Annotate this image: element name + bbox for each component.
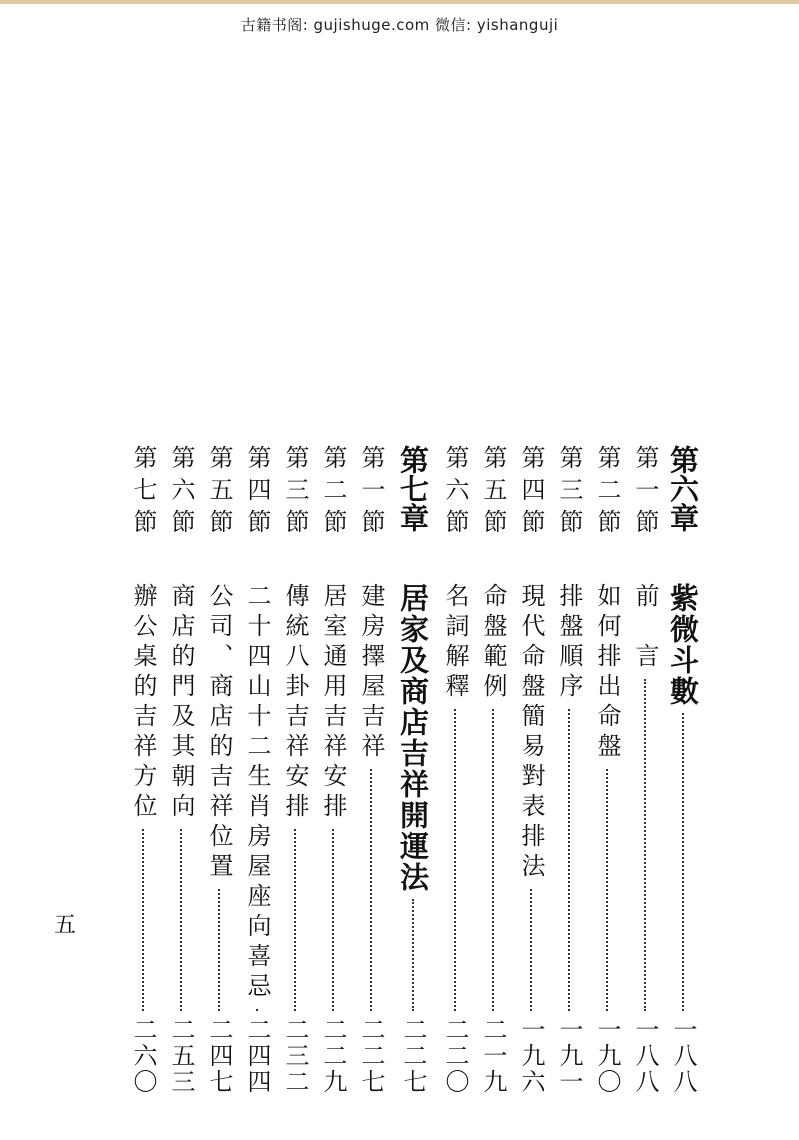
toc-title: 名詞解釋 — [441, 583, 469, 703]
toc-label: 第三節 — [555, 445, 583, 541]
toc-label: 第六章 — [666, 445, 700, 532]
toc-leader-dots — [142, 829, 144, 1011]
toc-title: 傳統八卦吉祥安排 — [281, 583, 309, 823]
toc-label: 第六節 — [167, 445, 195, 541]
toc-label: 第六節 — [441, 445, 469, 541]
toc-leader-dots — [218, 889, 220, 1011]
toc-leader-dots — [180, 829, 182, 1011]
toc-leader-dots — [256, 1009, 258, 1011]
toc-title: 紫微斗數 — [666, 583, 700, 707]
toc-page: 二二七 — [399, 1017, 427, 1095]
toc-section — [476, 445, 510, 1095]
toc-label: 第二節 — [593, 445, 621, 541]
toc-section — [628, 445, 662, 1095]
toc-section — [354, 445, 388, 1095]
toc-title: 居家及商店吉祥開運法 — [396, 583, 430, 893]
toc-title: 居室通用吉祥安排 — [319, 583, 347, 823]
watermark-text: 古籍书阁: gujishuge.com 微信: yishanguji — [240, 16, 559, 34]
toc-section — [438, 445, 472, 1095]
toc-leader-dots — [568, 709, 570, 1011]
toc-section — [202, 445, 236, 1095]
toc-section — [514, 445, 548, 1095]
toc-label: 第五節 — [205, 445, 233, 541]
toc-label: 第四節 — [243, 445, 271, 541]
toc-page: 一八八 — [631, 1017, 659, 1095]
toc-label: 第七節 — [129, 445, 157, 541]
toc-label: 第七章 — [396, 445, 430, 532]
toc-leader-dots — [492, 709, 494, 1011]
toc-label: 第一節 — [631, 445, 659, 541]
toc-title: 前 言 — [631, 583, 659, 673]
toc-title: 建房擇屋吉祥 — [357, 583, 385, 763]
toc-leader-dots — [412, 899, 414, 1011]
toc-page: 二二九 — [319, 1017, 347, 1095]
toc-page: 二二七 — [357, 1017, 385, 1095]
page-number: 五 — [54, 913, 77, 938]
toc-title: 公司、商店的吉祥位置 — [205, 583, 233, 883]
toc-chapter — [666, 445, 700, 1095]
toc-leader-dots — [606, 769, 608, 1011]
toc-section — [278, 445, 312, 1095]
toc-title: 辦公桌的吉祥方位 — [129, 583, 157, 823]
toc-section — [164, 445, 198, 1095]
toc-page: 一九六 — [517, 1017, 545, 1095]
toc-leader-dots — [454, 709, 456, 1011]
toc-section — [590, 445, 624, 1095]
toc-page: 二五三 — [167, 1017, 195, 1095]
toc-leader-dots — [370, 769, 372, 1011]
toc-label: 第一節 — [357, 445, 385, 541]
toc-title: 如何排出命盤 — [593, 583, 621, 763]
toc-page: 二一九 — [479, 1017, 507, 1095]
toc-leader-dots — [294, 829, 296, 1011]
toc-page: 二六〇 — [129, 1017, 157, 1095]
toc-page: 二三二 — [281, 1017, 309, 1095]
toc-section — [126, 445, 160, 1095]
toc-title: 排盤順序 — [555, 583, 583, 703]
table-of-contents — [120, 445, 700, 1095]
toc-page: 二四七 — [205, 1017, 233, 1095]
top-border — [0, 0, 799, 4]
toc-page: 二四四 — [243, 1017, 271, 1095]
toc-chapter — [396, 445, 430, 1095]
toc-label: 第五節 — [479, 445, 507, 541]
toc-leader-dots — [530, 889, 532, 1011]
toc-title: 二十四山十二生肖房屋座向喜忌 — [243, 583, 271, 1003]
toc-page: 一九〇 — [593, 1017, 621, 1095]
toc-page: 一八八 — [669, 1017, 697, 1095]
toc-leader-dots — [332, 829, 334, 1011]
toc-section — [552, 445, 586, 1095]
toc-title: 現代命盤簡易對表排法 — [517, 583, 545, 883]
toc-label: 第二節 — [319, 445, 347, 541]
toc-label: 第四節 — [517, 445, 545, 541]
toc-label: 第三節 — [281, 445, 309, 541]
toc-page: 一九一 — [555, 1017, 583, 1095]
toc-section — [240, 445, 274, 1095]
toc-title: 命盤範例 — [479, 583, 507, 703]
toc-section — [316, 445, 350, 1095]
toc-page: 二二〇 — [441, 1017, 469, 1095]
toc-leader-dots — [682, 713, 684, 1011]
toc-title: 商店的門及其朝向 — [167, 583, 195, 823]
toc-leader-dots — [644, 679, 646, 1011]
